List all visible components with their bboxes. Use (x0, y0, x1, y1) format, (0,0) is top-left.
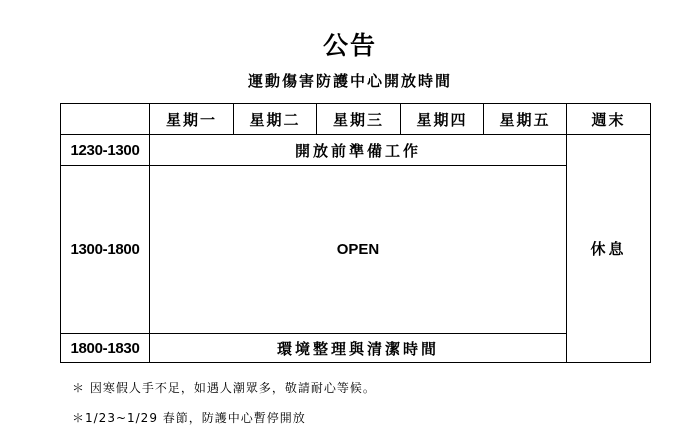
header-row (61, 104, 651, 135)
time-cell: 1800-1830 (61, 334, 150, 363)
table-row (61, 334, 651, 363)
page-subtitle: 運動傷害防護中心開放時間 (247, 72, 452, 90)
day-header-tuesday: 星期二 (234, 104, 317, 135)
weekend-status-cell: 休息 (567, 135, 651, 363)
schedule-table (60, 103, 651, 363)
day-header-weekend: 週末 (567, 104, 651, 135)
table-row (61, 135, 651, 166)
time-cell: 1300-1800 (61, 166, 150, 334)
note-staffing: ＊ 因寒假人手不足，如遇人潮眾多，敬請耐心等候。 (72, 381, 376, 395)
day-header-monday: 星期一 (150, 104, 234, 135)
activity-cell: 環境整理與清潔時間 (150, 334, 567, 363)
time-cell: 1230-1300 (61, 135, 150, 166)
page-title: 公告 (322, 31, 377, 60)
day-header-wednesday: 星期三 (317, 104, 401, 135)
activity-cell: 開放前準備工作 (150, 135, 567, 166)
table-row (61, 166, 651, 334)
activity-cell: OPEN (150, 166, 567, 334)
note-holiday: ＊1/23~1/29 春節，防護中心暫停開放 (72, 411, 306, 425)
corner-cell (61, 104, 150, 135)
day-header-friday: 星期五 (484, 104, 567, 135)
day-header-thursday: 星期四 (401, 104, 484, 135)
